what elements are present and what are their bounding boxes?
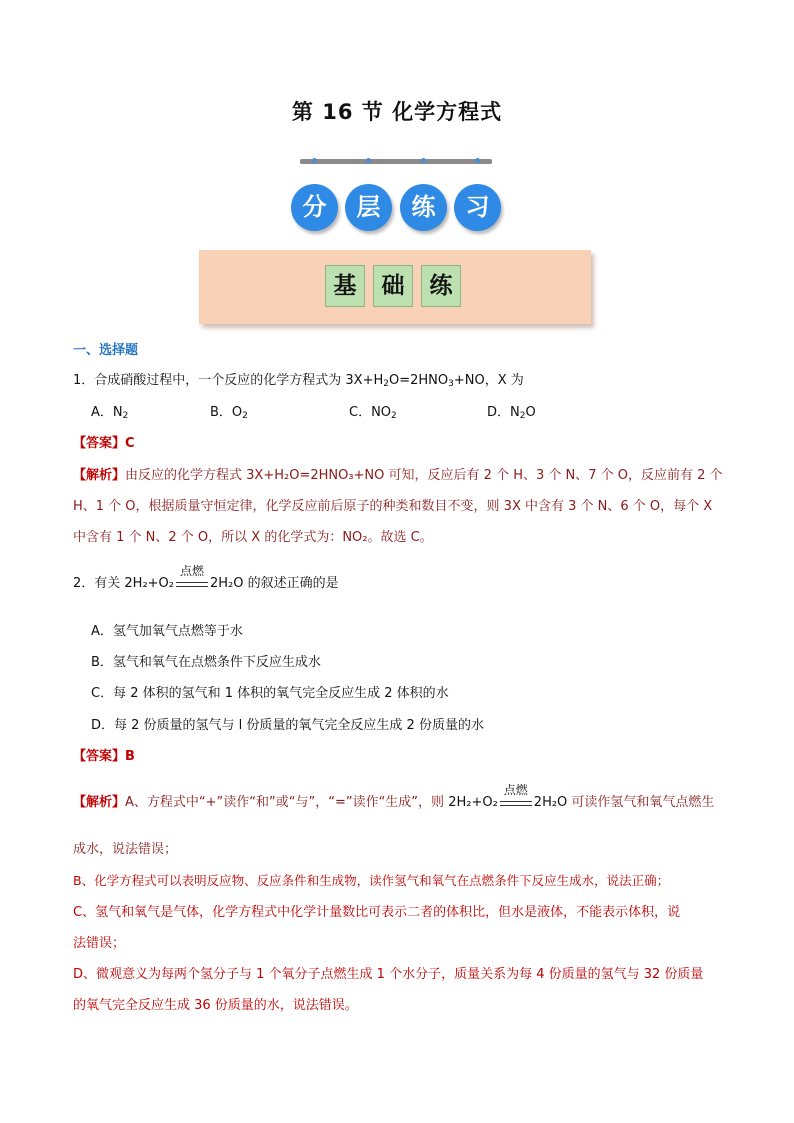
badge-circle-1: 分 [291, 184, 338, 231]
rail-pin-3 [421, 158, 426, 163]
q2-analysis-d-line-1: D、微观意义为每两个氢分子与 1 个氧分子点燃生成 1 个水分子，质量关系为每 4 份质量的氢气与 32 份质量 [73, 967, 704, 982]
q2-option-d: D．每 2 份质量的氢气与 l 份质量的氧气完全反应生成 2 份质量的水 [91, 718, 484, 733]
q2-option-b: B．氢气和氧气在点燃条件下反应生成水 [91, 655, 321, 670]
q1-option-a: A．$N_2$ [91, 405, 129, 421]
q2-analysis-d-line-2: 的氧气完全反应生成 36 份质量的水，说法错误。 [73, 998, 358, 1013]
reaction-arrow-2: 点燃 [498, 793, 534, 813]
banner-tile-2: 础 [373, 265, 413, 307]
badge-circle-2: 层 [345, 184, 392, 231]
banner-tile-3: 练 [421, 265, 461, 307]
q2-analysis-a-line-2: 成水，说法错误； [73, 842, 178, 857]
q1-answer: 【答案】C [73, 436, 135, 451]
rail-pin-2 [366, 158, 371, 163]
q1-option-b: B．$O_2$ [210, 405, 248, 421]
badge-circle-3: 练 [400, 184, 447, 231]
q1-analysis-line-3: 中含有 1 个 N、2 个 O，所以 X 的化学式为：NO₂。故选 C。 [73, 530, 433, 545]
q1-option-d: D．$N_2O$ [487, 405, 536, 421]
section-heading: 一、选择题 [73, 343, 139, 358]
badge-rail [300, 159, 492, 164]
q2-analysis-c-line-1: C、氢气和氧气是气体，化学方程式中化学计量数比可表示二者的体积比，但水是液体，不能表示体积，说 [73, 905, 681, 920]
q2-answer: 【答案】B [73, 749, 135, 764]
q2-stem: 2．有关 2H₂+O₂ 点燃 2H₂O 的叙述正确的是 [73, 574, 339, 594]
badge-circle-4: 习 [454, 184, 501, 231]
page-title: 第 16 节 化学方程式 [291, 100, 503, 124]
rail-pin-1 [312, 158, 317, 163]
q2-analysis-a: 【解析】A、方程式中“+”读作“和”或“与”，“=”读作“生成”，则 2H₂+O₂ 点燃 2H₂O 可读作氢气和氧气点燃生 [73, 793, 714, 813]
reaction-arrow: 点燃 [174, 574, 210, 594]
q2-option-a: A．氢气加氧气点燃等于水 [91, 624, 243, 639]
rail-pin-4 [475, 158, 480, 163]
q1-option-c: C．$NO_2$ [349, 405, 397, 421]
q2-option-c: C．每 2 体积的氢气和 1 体积的氧气完全反应生成 2 体积的水 [91, 686, 449, 701]
q1-analysis-line-2: H、1 个 O，根据质量守恒定律，化学反应前后原子的种类和数目不变，则 3X 中含有 3 个 N、6 个 O，每个 X [73, 499, 713, 514]
q1-stem: 1．合成硝酸过程中，一个反应的化学方程式为 $3X+H_2O=2HNO_3+NO$，X 为 [73, 373, 524, 389]
q2-analysis-c-line-2: 法错误； [73, 936, 126, 951]
q2-analysis-b: B、化学方程式可以表明反应物、反应条件和生成物，读作氢气和氧气在点燃条件下反应生成水，说法正确； [73, 873, 670, 888]
banner-tile-1: 基 [325, 265, 365, 307]
q1-analysis-line-1: 【解析】由反应的化学方程式 3X+H₂O=2HNO₃+NO 可知，反应后有 2 个 H、3 个 N、7 个 O，反应前有 2 个 [73, 468, 723, 483]
